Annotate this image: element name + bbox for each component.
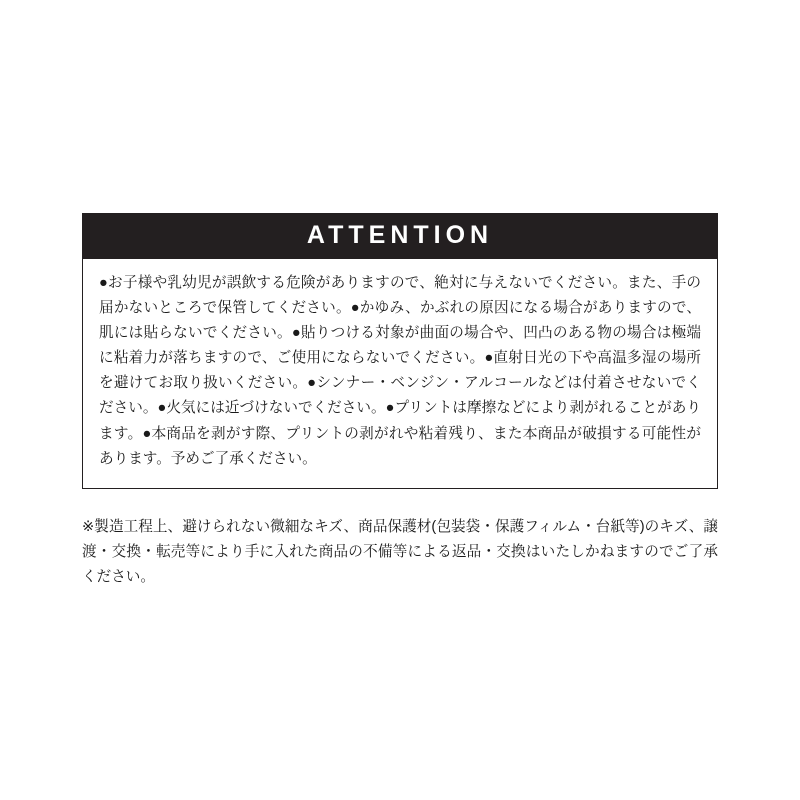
attention-title: ATTENTION (306, 221, 494, 249)
attention-header (83, 214, 717, 259)
attention-panel (82, 213, 718, 489)
disclaimer-note: ※製造工程上、避けられない微細なキズ、商品保護材(包装袋・保護フィルム・台紙等)のキズ、譲渡・交換・転売等により手に入れた商品の不備等による返品・交換はいたしかねますのでご了承ください。 (82, 518, 718, 585)
attention-body-text: ●お子様や乳幼児が誤飲する危険がありますので、絶対に与えないでください。また、手の届かないところで保管してください。●かゆみ、かぶれの原因になる場合がありますので、肌には貼らないでください。●貼りつける対象が曲面の場合や、凹凸のある物の場合は極端に粘着力が落ちますので、ご使用にならないでください。●直射日光の下や高温多湿の場所を避けてお取り扱いください。●シンナー・ベンジン・アルコールなどは付着させないでください。●火気には近づけないでください。●プリントは摩擦などにより剥がれることがあります。●本商品を剥がす際、プリントの剥がれや粘着残り、また本商品が破損する可能性があります。予めご了承ください。 (99, 275, 701, 467)
